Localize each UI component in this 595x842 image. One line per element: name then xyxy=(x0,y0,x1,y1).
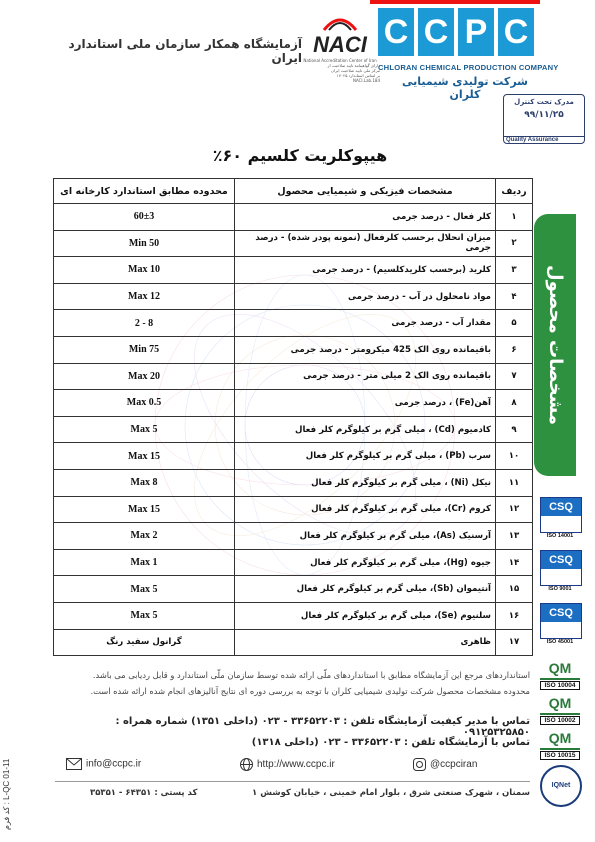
qm-logo: QM xyxy=(540,658,580,680)
cert-badge xyxy=(540,693,580,725)
cert-label: ISO 10015 xyxy=(540,751,580,760)
row-limit: 2 - 8 xyxy=(54,310,235,337)
table-row xyxy=(54,602,533,629)
lab-title: آزمایشگاه همکار سازمان ملی استاندارد ایران xyxy=(68,37,302,65)
instagram-icon xyxy=(413,758,426,771)
row-limit: Max 5 xyxy=(54,416,235,443)
row-spec: جیوه (Hg)، میلی گرم بر کیلوگرم کلر فعال xyxy=(235,549,496,576)
email-text[interactable]: info@ccpc.ir xyxy=(86,758,142,770)
cert-label: ISO 14001 xyxy=(546,533,574,539)
stamp-quality-assurance: Quality Assurance xyxy=(504,136,584,143)
cert-label: ISO 10002 xyxy=(540,716,580,725)
row-limit: 60±3 xyxy=(54,204,235,231)
header-spec: مشخصات فیزیکی و شیمیایی محصول xyxy=(235,179,496,204)
table-row xyxy=(54,576,533,603)
row-limit: Max 8 xyxy=(54,469,235,496)
row-spec: آنتیموان (Sb)، میلی گرم بر کیلوگرم کلر فعال xyxy=(235,576,496,603)
header-row-number: ردیف xyxy=(496,179,533,204)
row-limit: Min 75 xyxy=(54,336,235,363)
ccpc-logo xyxy=(370,0,559,101)
row-number: ۱۱ xyxy=(496,469,533,496)
side-tab-label: مشخصات محصول xyxy=(545,264,566,426)
row-spec: باقیمانده روی الک 425 میکرومتر - درصد جرمی xyxy=(235,336,496,363)
row-limit: Max 15 xyxy=(54,443,235,470)
ccpc-letter: P xyxy=(458,8,494,56)
table-row xyxy=(54,496,533,523)
stamp-title: مدرک تحت کنترل xyxy=(514,98,574,106)
cert-label: ISO 9001 xyxy=(548,586,572,592)
row-spec: ظاهری xyxy=(235,629,496,656)
note-line: استانداردهای مرجع این آزمایشگاه مطابق با استانداردهای ملّی ارائه شده توسط سازمان ملّی استاندارد و قابل ردیابی می باشد. xyxy=(92,670,530,680)
row-number: ۱ xyxy=(496,204,533,231)
table-row xyxy=(54,629,533,656)
row-number: ۵ xyxy=(496,310,533,337)
row-spec: میزان انحلال برحسب کلرفعال (نمونه پودر شده) - درصد جرمی xyxy=(235,230,496,257)
table-row xyxy=(54,443,533,470)
table-header-row xyxy=(54,179,533,204)
cert-badge xyxy=(540,658,580,690)
table-row xyxy=(54,523,533,550)
naci-line: بر اساس استاندارد ۱۷۰۲۵ xyxy=(336,73,380,78)
row-spec: کروم (Cr)، میلی گرم بر کیلوگرم کلر فعال xyxy=(235,496,496,523)
row-spec: سرب (Pb) ، میلی گرم بر کیلوگرم کلر فعال xyxy=(235,443,496,470)
row-number: ۲ xyxy=(496,230,533,257)
table-row xyxy=(54,230,533,257)
cert-badge xyxy=(540,550,580,592)
lab-contact: تماس با آزمایشگاه تلفن : ۳۳۶۵۲۲۰۳ - ۰۲۳ (داخلی ۱۳۱۸) xyxy=(251,737,530,748)
row-number: ۳ xyxy=(496,257,533,284)
row-limit: Max 10 xyxy=(54,257,235,284)
instagram-text[interactable]: @ccpciran xyxy=(430,759,478,771)
table-row xyxy=(54,336,533,363)
row-spec: آرسنیک (As)، میلی گرم بر کیلوگرم کلر فعال xyxy=(235,523,496,550)
row-spec: نیکل (Ni) ، میلی گرم بر کیلوگرم کلر فعال xyxy=(235,469,496,496)
row-number: ۱۲ xyxy=(496,496,533,523)
row-limit: Max 5 xyxy=(54,602,235,629)
row-number: ۴ xyxy=(496,283,533,310)
table-row xyxy=(54,390,533,417)
naci-wordmark: NACI xyxy=(313,32,367,57)
row-number: ۷ xyxy=(496,363,533,390)
header-limit: محدوده مطابق استاندارد کارخانه ای xyxy=(54,179,235,204)
row-number: ۱۳ xyxy=(496,523,533,550)
row-limit: Max 15 xyxy=(54,496,235,523)
table-row xyxy=(54,416,533,443)
row-number: ۱۴ xyxy=(496,549,533,576)
naci-line: NACI.Lab.184 xyxy=(352,78,380,83)
table-row xyxy=(54,283,533,310)
document-title: هیپوکلریت کلسیم ۶۰٪ xyxy=(212,146,388,165)
row-number: ۸ xyxy=(496,390,533,417)
row-number: ۱۷ xyxy=(496,629,533,656)
row-spec: آهن(Fe) ، درصد جرمی xyxy=(235,390,496,417)
email-contact[interactable] xyxy=(66,758,141,770)
row-limit: Max 5 xyxy=(54,576,235,603)
row-spec: کادمیوم (Cd) ، میلی گرم بر کیلوگرم کلر فعال xyxy=(235,416,496,443)
naci-line: مرکز ملی تایید صلاحیت ایران xyxy=(331,68,380,73)
row-number: ۹ xyxy=(496,416,533,443)
csq-logo: CSQ xyxy=(541,604,581,622)
stamp-date: ۹۹/۱۱/۲۵ xyxy=(524,110,564,120)
table-row xyxy=(54,310,533,337)
row-limit: Max 12 xyxy=(54,283,235,310)
csq-logo: CSQ xyxy=(541,551,581,569)
spec-table xyxy=(53,178,533,656)
row-spec: کلرید (برحسب کلریدکلسیم) - درصد جرمی xyxy=(235,257,496,284)
cert-label: ISO 45001 xyxy=(546,639,574,645)
ccpc-letter: C xyxy=(418,8,454,56)
address: سمنان ، شهرک صنعتی شرق ، بلوار امام خمینی ، خیابان کوشش ۱ xyxy=(252,788,530,798)
qm-logo: QM xyxy=(540,728,580,750)
table-row xyxy=(54,257,533,284)
row-limit: Max 0.5 xyxy=(54,390,235,417)
row-limit: گرانول سفید رنگ xyxy=(54,629,235,656)
cert-badge xyxy=(540,728,580,760)
table-row xyxy=(54,204,533,231)
naci-logo xyxy=(300,14,380,94)
mail-icon xyxy=(66,758,82,770)
row-number: ۶ xyxy=(496,336,533,363)
row-number: ۱۶ xyxy=(496,602,533,629)
row-spec: سلنیوم (Se)، میلی گرم بر کیلوگرم کلر فعال xyxy=(235,602,496,629)
form-code xyxy=(2,690,22,830)
naci-emblem-icon xyxy=(320,14,360,32)
instagram-contact[interactable] xyxy=(413,758,477,771)
qm-logo: QM xyxy=(540,693,580,715)
csq-logo: CSQ xyxy=(541,498,581,516)
product-spec-side-tab xyxy=(534,214,576,476)
table-row xyxy=(54,469,533,496)
note-line: محدوده مشخصات محصول شرکت تولیدی شیمیایی کلران با توجه به بررسی دوره ای نتایج آنالیزهای انجام شده ارائه شده است. xyxy=(90,686,530,696)
quality-manager-contact: تماس با مدیر کیفیت آزمایشگاه تلفن : ۳۳۶۵۲۲۰۳ - ۰۲۳ (داخلی ۱۳۵۱) شماره همراه : ۰۹۱۲۵۳۲۵۸۵۰ xyxy=(115,716,530,738)
cert-badge xyxy=(540,603,580,645)
footer-divider xyxy=(55,781,530,782)
cert-label: ISO 10004 xyxy=(540,681,580,690)
row-limit: Max 20 xyxy=(54,363,235,390)
row-limit: Max 2 xyxy=(54,523,235,550)
ccpc-english-name: CHLORAN CHEMICAL PRODUCTION COMPANY xyxy=(378,63,559,72)
naci-line: دارای گواهینامه تایید صلاحیت از xyxy=(327,63,380,68)
globe-icon xyxy=(240,758,253,771)
naci-subtitle: National Accreditation Center of Iran xyxy=(303,58,377,63)
table-row xyxy=(54,549,533,576)
controlled-document-stamp xyxy=(503,94,585,144)
row-number: ۱۵ xyxy=(496,576,533,603)
table-row xyxy=(54,363,533,390)
cert-badge xyxy=(540,497,580,539)
row-spec: کلر فعال - درصد جرمی xyxy=(235,204,496,231)
row-limit: Min 50 xyxy=(54,230,235,257)
row-limit: Max 1 xyxy=(54,549,235,576)
form-code-text: کد فرم : L-QC 01-11 xyxy=(2,758,11,830)
website-text[interactable]: http://www.ccpc.ir xyxy=(257,759,335,771)
iqnet-logo: IQNet xyxy=(540,765,582,807)
postal-code: کد پستی : ۶۴۳۵۱ - ۳۵۳۵۱ xyxy=(90,788,198,798)
row-spec: مقدار آب - درصد جرمی xyxy=(235,310,496,337)
ccpc-letter: C xyxy=(378,8,414,56)
row-spec: باقیمانده روی الک 2 میلی متر - درصد جرمی xyxy=(235,363,496,390)
ccpc-letter: C xyxy=(498,8,534,56)
row-spec: مواد نامحلول در آب - درصد جرمی xyxy=(235,283,496,310)
ccpc-red-band xyxy=(370,0,540,4)
ccpc-persian-name: شرکت تولیدی شیمیایی کلران xyxy=(401,75,528,101)
row-number: ۱۰ xyxy=(496,443,533,470)
website-contact[interactable] xyxy=(240,758,335,771)
